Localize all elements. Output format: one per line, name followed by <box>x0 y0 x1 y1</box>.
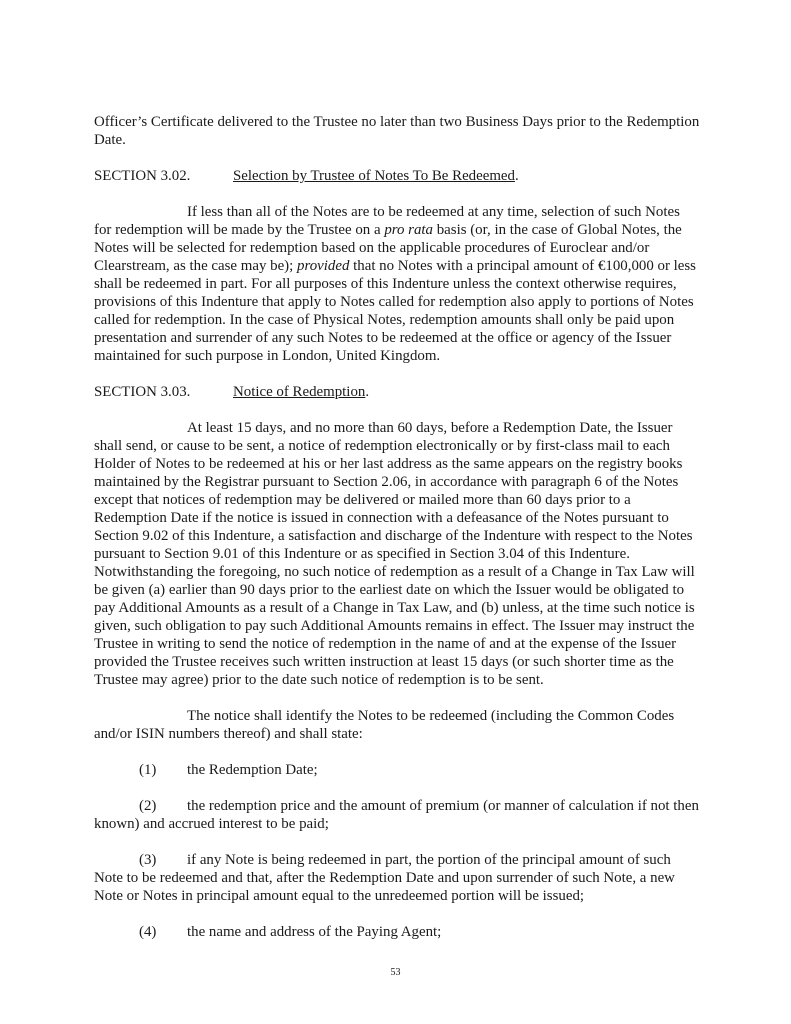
section-title-punct: . <box>514 168 519 184</box>
section-title: Notice of Redemption <box>233 384 366 400</box>
list-item-number: (1) <box>139 762 157 778</box>
section-3-03-paragraph-1: At least 15 days, and no more than 60 days, before a Redemption Date, the Issuer shall send, or cause to be sent, a notice of redemption electronically or by first-class mail to each Holder of Notes to be redeemed at his or her last address as the same appears on the registry books maintained by the Registrar pursuant to Section 2.06, in accordance with paragraph 6 of the Notes except that notices of redemption may be delivered or mailed more than 60 days prior to a Redemption Date if the notice is issued in connection with a defeasance of the Notes pursuant to Section 9.02 of this Indenture, a satisfaction and discharge of the Indenture with respect to the Notes pursuant to Section 9.01 of this Indenture or as specified in Section 3.04 of this Indenture. Notwithstanding the foregoing, no such notice of redemption as a result of a Change in Tax Law will be given (a) earlier than 90 days prior to the earliest date on which the Issuer would be obligated to pay Additional Amounts as a result of a Change in Tax Law, and (b) unless, at the time such notice is given, such obligation to pay such Additional Amounts remains in effect. The Issuer may instruct the Trustee in writing to send the notice of redemption in the name of and at the expense of the Issuer provided the Trustee receives such written instruction at least 15 days (or such shorter time as the Trustee may agree) prior to the date such notice of redemption is to be sent. <box>94 420 695 688</box>
list-item-text: if any Note is being redeemed in part, the portion of the principal amount of such Note to be redeemed and that, after the Redemption Date and upon surrender of such Note, a new Note or Notes in principal amount equal to the unredeemed portion will be issued; <box>94 852 675 904</box>
text-run: basis (or, in the case of Global Notes, the Notes will be selected for redemption based on the applicable procedures of Euroclear and/or Clearstream, as the case may be); <box>94 222 682 274</box>
list-item <box>94 761 700 779</box>
list-item-number: (4) <box>139 924 157 940</box>
list-item-text: the Redemption Date; <box>187 762 318 778</box>
list-item-text: the name and address of the Paying Agent; <box>187 924 442 940</box>
intro-paragraph: Officer’s Certificate delivered to the Trustee no later than two Business Days prior to the Redemption Date. <box>94 114 700 148</box>
section-heading-3-03 <box>94 383 700 401</box>
document-body <box>94 113 700 941</box>
section-3-03-paragraph-2: The notice shall identify the Notes to be redeemed (including the Common Codes and/or ISIN numbers thereof) and shall state: <box>94 708 675 742</box>
section-number: SECTION 3.02. <box>94 168 191 184</box>
italic-text: pro rata <box>384 222 433 238</box>
list-item-number: (3) <box>139 852 157 868</box>
list-item <box>94 797 700 833</box>
text-run: that no Notes with a principal amount of €100,000 or less shall be redeemed in part. For all purposes of this Indenture unless the context otherwise requires, provisions of this Indenture that apply to Notes called for redemption also apply to portions of Notes called for redemption. In the case of Physical Notes, redemption amounts shall only be paid upon presentation and surrender of any such Notes to be redeemed at the office or agency of the Issuer maintained for such purpose in London, United Kingdom. <box>94 258 696 364</box>
section-number: SECTION 3.03. <box>94 384 191 400</box>
italic-text: provided <box>297 258 350 274</box>
list-item <box>94 923 700 941</box>
text-run: If less than all of the Notes are to be redeemed at any time, selection of such Notes for redemption will be made by the Trustee on a <box>94 204 680 238</box>
list-item-number: (2) <box>139 798 157 814</box>
list-item <box>94 851 700 905</box>
section-title-punct: . <box>365 384 370 400</box>
section-title: Selection by Trustee of Notes To Be Redeemed <box>233 168 515 184</box>
section-3-02-paragraph <box>94 203 700 365</box>
page-number: 53 <box>390 967 401 978</box>
list-item-text: the redemption price and the amount of premium (or manner of calculation if not then known) and accrued interest to be paid; <box>94 798 699 832</box>
section-heading-3-02 <box>94 167 700 185</box>
